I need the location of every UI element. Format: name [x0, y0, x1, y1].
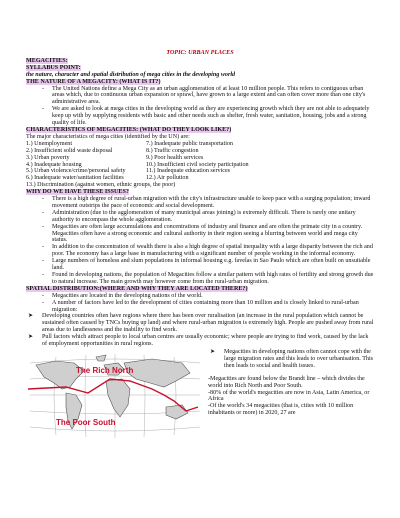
characteristics-heading: CHARACTERISTICS OF MEGACITIES: (WHAT DO THEY LOOK LIKE?) [26, 126, 232, 133]
map-notes [204, 349, 374, 441]
syllabus-text: the nature, character and spatial distribution of mega cities in the developing world [26, 71, 236, 78]
list-item: - Large numbers of homeless and slum populations in informal housing e.g. favelas in Sao Paulo which are often built on unsuitable land. [26, 258, 374, 272]
list-item: - A number of factors have led to the development of cities containing more than 10 million and is closely linked to rural-urban migration: [26, 300, 374, 314]
list-item: 3.) Urban poverty [26, 154, 70, 161]
poor-south-label: The Poor South [56, 417, 116, 427]
rich-north-label: The Rich North [76, 365, 134, 375]
list-item: 10.) Insufficient civil society participation [146, 161, 249, 168]
list-item: - The United Nations define a Mega City as an urban agglomeration of at least 10 million people. This refers to contiguous urban areas which, due to continuous urban expansion or sprawl, have grown to a large extent and can often cover more than one city's administrative area. [26, 86, 374, 107]
section-heading-megacities: MEGACITIES: [26, 57, 68, 64]
list-item: - Megacities are often large accumulations and concentrations of industry and finance and are often the primate city in a country. Megacities often have a strong economic and cultural authority in their region seeing a blurring between world and mega city status. [26, 224, 374, 245]
list-item: - In addition to the concentration of wealth there is also a high degree of spatial inequality with a large disparity between the rich and poor. The economy has a large base in manufacturing with a significant number of people working in the informal economy. [26, 244, 374, 258]
arrow-list-item: ➤ Developing countries often have regions where there has been over ruralisation (an increase in the rural population which cannot be sustained often caused by TNCs buying up land) and where rural-urban migration is extremely high. People are pushed away from rural areas due to landlessness and the inability to find work. [26, 313, 374, 334]
list-item: 7.) Inadequate public transportation [146, 140, 233, 147]
list-item: 4.) Inadequate housing [26, 161, 82, 168]
list-item: - There is a high degree of rural-urban migration with the city's infrastructure unable to keep pace with a surging population; inward movement outstrips the pace of economic and social development. [26, 196, 374, 210]
list-item: 5.) Urban violence/crime/personal safety [26, 168, 126, 175]
list-item: - We are asked to look at mega cities in the developing world as they are experiencing growth which they are not able to adequately keep up with by supplying residents with basic and other needs such as shelter, fresh water, sanitation, housing, jobs and a strong quality of life. [26, 106, 374, 127]
map-note: -Megacities are found below the Brandt line – which divides the world into Rich North and Poor South. [208, 375, 365, 389]
list-item: 11.) Inadequate education services [146, 168, 231, 175]
list-item: - Administration (due to the agglomeration of many municipal areas joining) is extremely difficult. There is rarely one unitary authority to encompass the whole agglomeration. [26, 210, 374, 224]
arrow-list-item: ➤ Megacities in developing nations often cannot cope with the large migration rates and this leads to over urbanisation. This then leads to social and health issues. [208, 349, 374, 370]
syllabus-heading: SYLLABUS POINT: [26, 64, 81, 71]
list-item: 1.) Unemployment [26, 140, 73, 147]
why-heading: WHY DO WE HAVE THESE ISSUES? [26, 189, 129, 196]
list-item: 2.) Insufficient solid waste disposal [26, 147, 113, 154]
map-note: -Of the world's 34 megacities (that is, cities with 10 million inhabitants or more) in 2020, 27 are [208, 403, 354, 417]
world-map-image [26, 349, 204, 441]
characteristics-intro: The major characteristics of mega cities (identified by the UN) are: [26, 133, 190, 140]
list-item: - Found in developing nations, the population of Megacities follow a similar pattern with high rates of fertility and strong growth due to natural increase. The main growth may however come from the rural-urban migration. [26, 272, 374, 286]
list-item: 8.) Traffic congestion [146, 147, 199, 154]
list-item: - Megacities are located in the developing nations of the world. [26, 293, 374, 300]
spatial-heading: SPATIAL DISTRIBUTION:(WHERE AND WHY THEY ARE LOCATED THERE?) [26, 285, 248, 292]
list-item: 13.) Discrimination (against women, ethnic groups, the poor) [26, 182, 176, 189]
brandt-line-map [26, 349, 204, 441]
list-item: 6.) Inadequate water/sanitation facilities [26, 175, 124, 182]
arrow-list-item: ➤ Pull factors which attract people to local urban centres are usually economic; where people are trying to find work, caused by the lack of employment opportunities in rural regions. [26, 334, 374, 348]
map-note: -80% of the world's megacities are now in Asia, Latin America, or Africa [208, 389, 370, 403]
map-section [26, 349, 374, 441]
list-item: 9.) Poor health services [146, 154, 204, 161]
characteristics-list [26, 141, 374, 182]
list-item: 12.) Air pollution [146, 175, 189, 182]
page-title: TOPIC: URBAN PLACES [166, 50, 234, 56]
nature-heading: THE NATURE OF A MEGACITY: (WHAT IS IT?) [26, 78, 161, 85]
